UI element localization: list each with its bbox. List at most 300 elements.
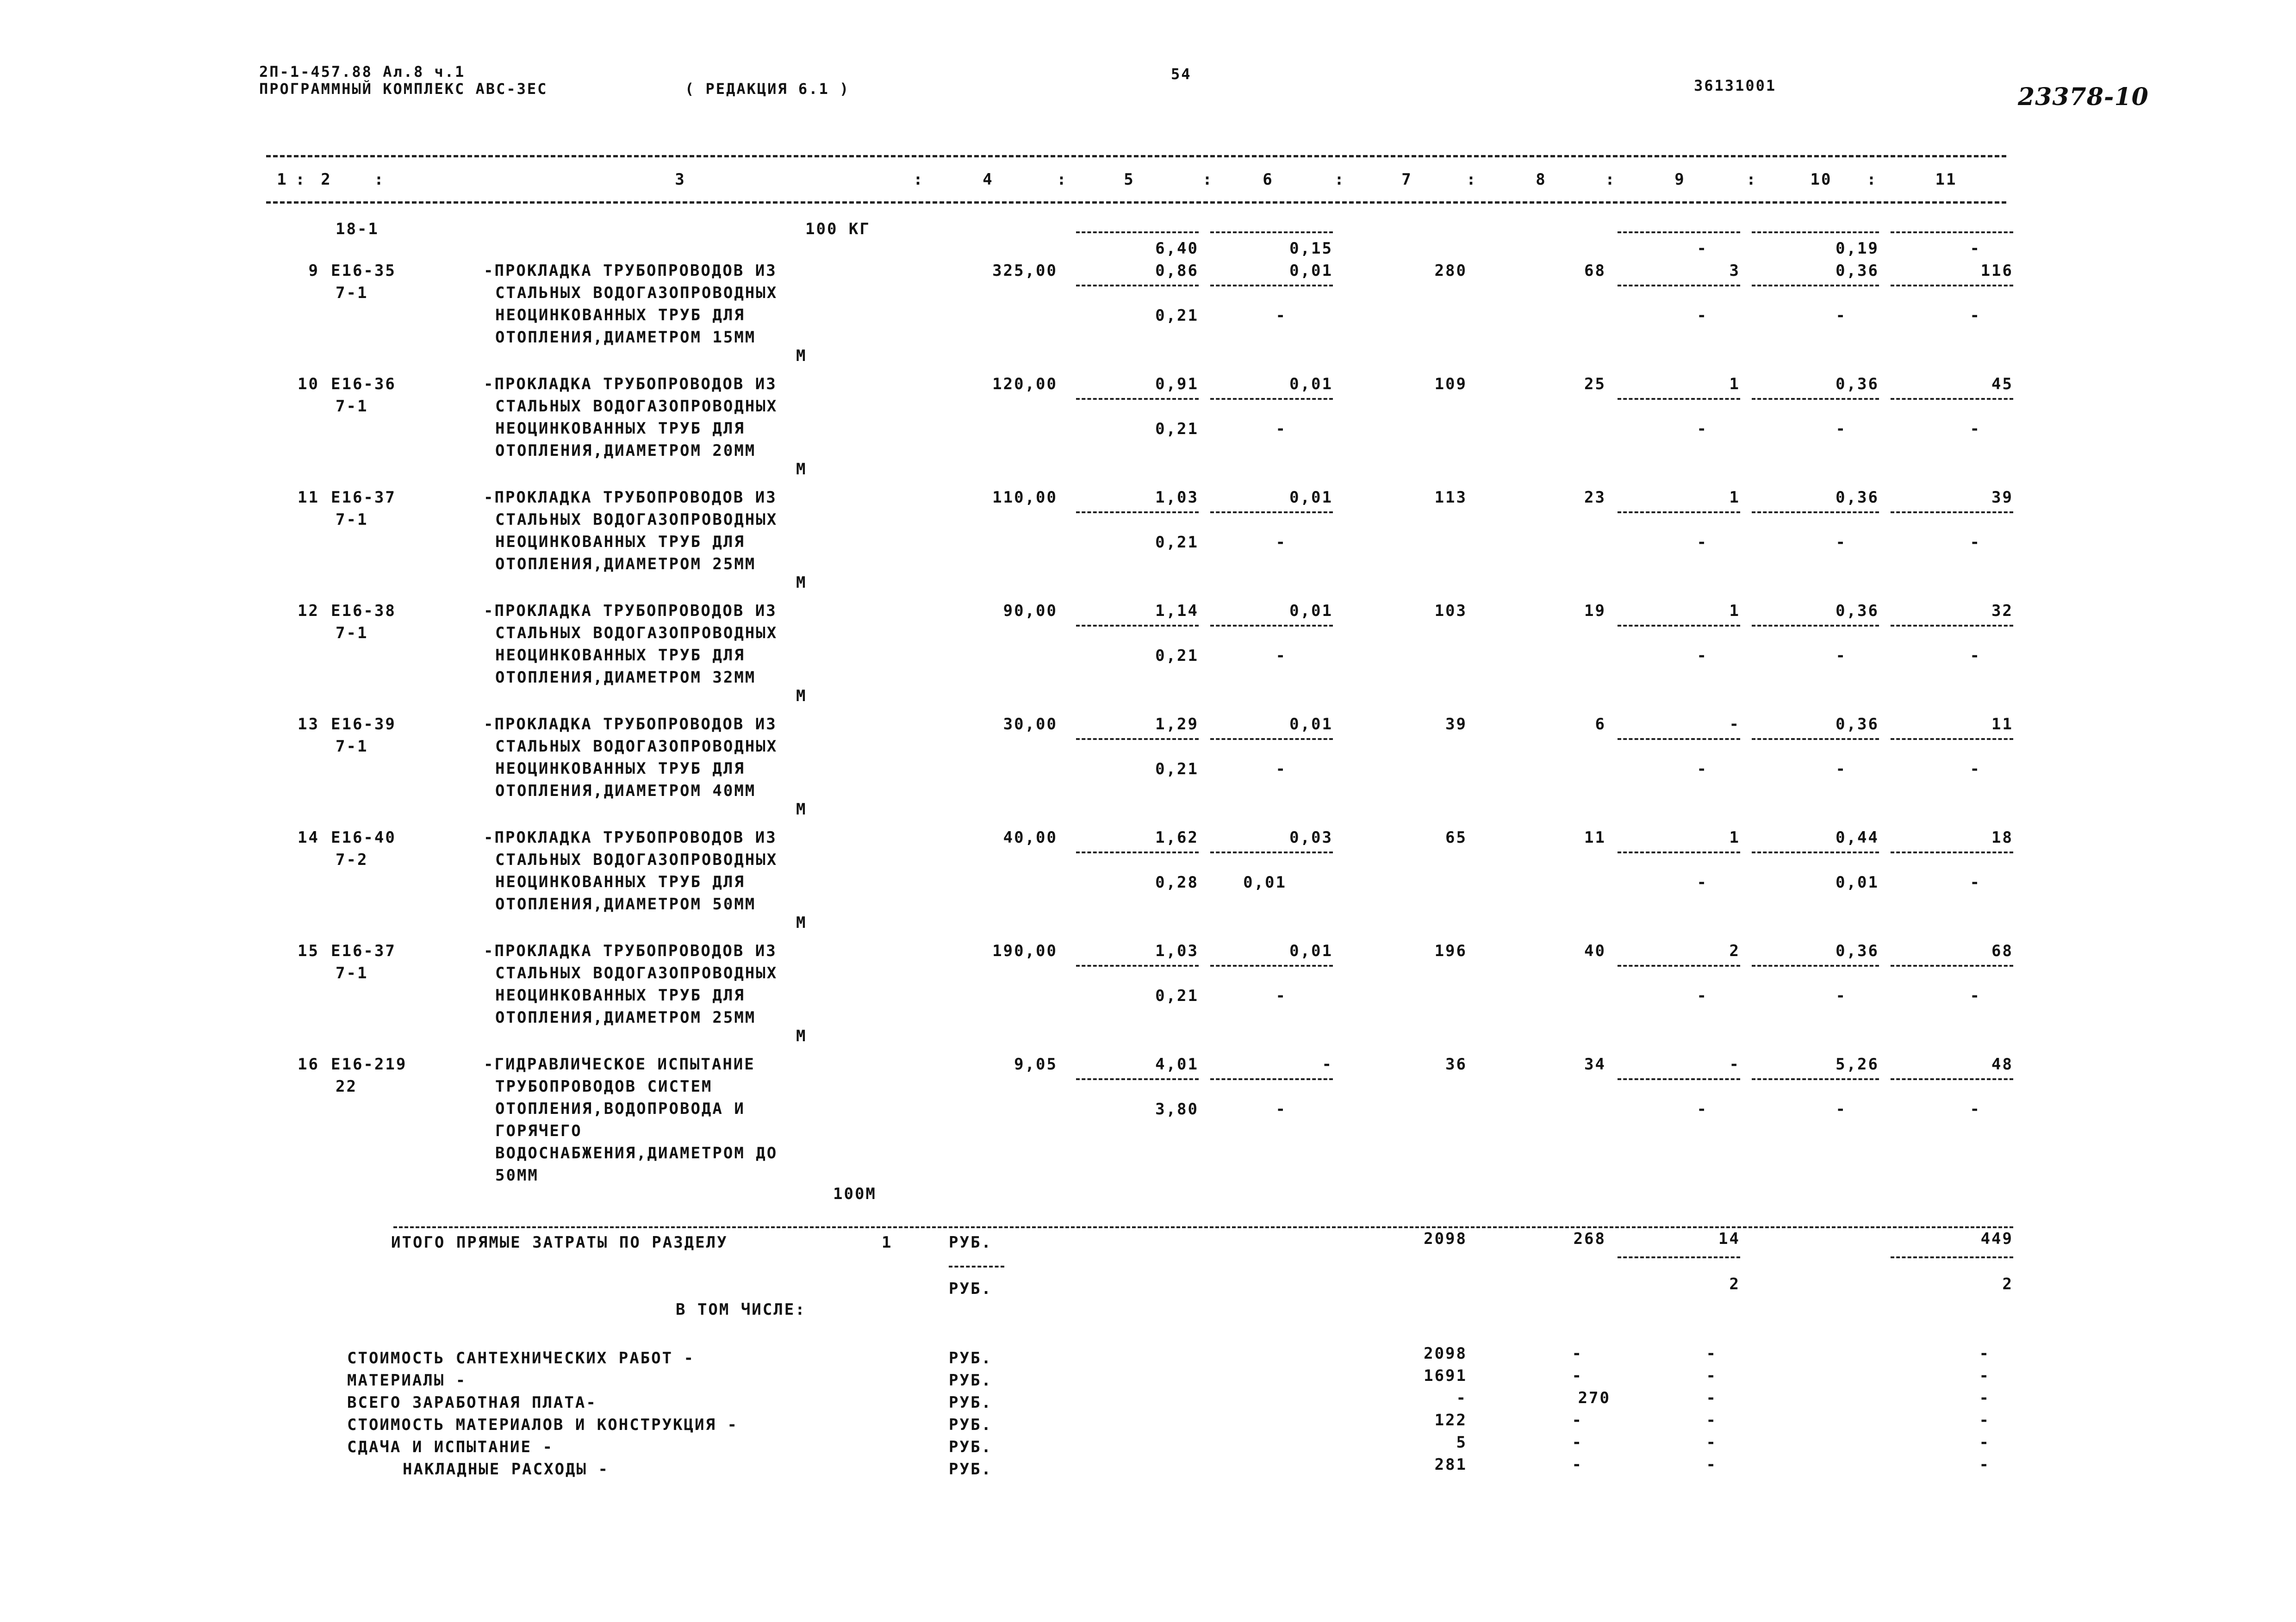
breakdown-currency: РУБ. xyxy=(949,1438,992,1456)
row-c6-sub: - xyxy=(1276,306,1287,325)
row-c6: 0,01 xyxy=(1289,715,1333,733)
row-description-line: ОТОПЛЕНИЯ,ДИАМЕТРОМ 50ММ xyxy=(495,895,756,914)
row-c10: 0,36 xyxy=(1836,715,1879,733)
row-c6-sub: - xyxy=(1276,987,1287,1005)
row-rule-c10 xyxy=(1752,625,1879,627)
row-c7: 109 xyxy=(1434,375,1467,393)
row-c5-sub: 0,21 xyxy=(1155,646,1199,665)
row-rule-c6 xyxy=(1210,625,1333,627)
row-c5-sub: 0,21 xyxy=(1155,760,1199,778)
column-header-14: 8 xyxy=(1536,170,1547,189)
carry-c11: - xyxy=(1970,239,1981,258)
breakdown-currency: РУБ. xyxy=(949,1416,992,1434)
row-description-line: СТАЛЬНЫХ ВОДОГАЗОПРОВОДНЫХ xyxy=(495,624,778,642)
row-c5: 1,03 xyxy=(1155,942,1199,960)
row-description-line: НЕОЦИНКОВАННЫХ ТРУБ ДЛЯ xyxy=(495,873,745,891)
carry-rule-c10 xyxy=(1752,231,1879,233)
row-rule-c10 xyxy=(1752,851,1879,853)
row-number: 13 xyxy=(298,715,319,733)
row-number: 16 xyxy=(298,1055,319,1074)
row-c11: 39 xyxy=(1991,488,2013,507)
row-rule-c11 xyxy=(1891,738,2013,740)
row-description-line: ОТОПЛЕНИЯ,ВОДОПРОВОДА И xyxy=(495,1100,745,1118)
row-c8: 68 xyxy=(1584,261,1606,280)
row-unit: 100М xyxy=(833,1185,877,1203)
row-c6-sub: - xyxy=(1276,646,1287,665)
row-c9-sub: - xyxy=(1697,306,1708,325)
row-c8: 11 xyxy=(1584,828,1606,847)
row-c7: 113 xyxy=(1434,488,1467,507)
row-description-line: СТАЛЬНЫХ ВОДОГАЗОПРОВОДНЫХ xyxy=(495,737,778,756)
carry-rule-c5 xyxy=(1076,231,1199,233)
row-rule-c6 xyxy=(1210,851,1333,853)
row-code: Е16-40 xyxy=(331,828,396,847)
row-c11-sub: - xyxy=(1970,1100,1981,1119)
row-c6-sub: - xyxy=(1276,533,1287,552)
row-c10: 0,36 xyxy=(1836,488,1879,507)
row-c6: 0,01 xyxy=(1289,602,1333,620)
row-c6-sub: - xyxy=(1276,760,1287,778)
breakdown-c7: 281 xyxy=(1434,1455,1467,1474)
breakdown-c8: 270 xyxy=(1578,1389,1611,1407)
breakdown-c11: - xyxy=(1979,1344,1990,1363)
column-header-19: : xyxy=(1867,170,1878,189)
row-description-line: НЕОЦИНКОВАННЫХ ТРУБ ДЛЯ xyxy=(495,646,745,665)
row-rule-c11 xyxy=(1891,625,2013,627)
row-c8: 23 xyxy=(1584,488,1606,507)
row-c9-sub: - xyxy=(1697,420,1708,438)
row-number: 14 xyxy=(298,828,319,847)
row-description-line: СТАЛЬНЫХ ВОДОГАЗОПРОВОДНЫХ xyxy=(495,284,778,302)
row-c11-sub: - xyxy=(1970,873,1981,892)
row-c6: - xyxy=(1322,1055,1333,1074)
row-c8: 19 xyxy=(1584,602,1606,620)
row-c9: 1 xyxy=(1729,602,1740,620)
row-c11: 116 xyxy=(1980,261,2013,280)
row-c7: 39 xyxy=(1445,715,1467,733)
row-c5: 1,62 xyxy=(1155,828,1199,847)
row-c11-sub: - xyxy=(1970,533,1981,552)
row-rule-c11 xyxy=(1891,1078,2013,1080)
row-c9: 3 xyxy=(1729,261,1740,280)
row-c9-sub: - xyxy=(1697,987,1708,1005)
row-c6-sub: - xyxy=(1276,1100,1287,1119)
row-unit: М xyxy=(796,914,807,932)
row-rule-c11 xyxy=(1891,285,2013,286)
breakdown-c8: - xyxy=(1572,1367,1583,1385)
row-description-line: НЕОЦИНКОВАННЫХ ТРУБ ДЛЯ xyxy=(495,306,745,324)
column-header-17: : xyxy=(1746,170,1757,189)
carry-rule-c9 xyxy=(1618,231,1740,233)
row-c5: 0,86 xyxy=(1155,261,1199,280)
row-rule-c10 xyxy=(1752,398,1879,400)
row-unit: М xyxy=(796,1027,807,1045)
row-description-line: -ПРОКЛАДКА ТРУБОПРОВОДОВ ИЗ xyxy=(484,715,777,733)
row-c11-sub: - xyxy=(1970,987,1981,1005)
row-quantity: 120,00 xyxy=(992,375,1058,393)
row-c5: 1,29 xyxy=(1155,715,1199,733)
row-subcode: 7-2 xyxy=(336,851,368,869)
row-rule-c9 xyxy=(1618,851,1740,853)
row-c8: 34 xyxy=(1584,1055,1606,1074)
doc-number: 36131001 xyxy=(1694,77,1777,94)
breakdown-c8: - xyxy=(1572,1344,1583,1363)
breakdown-label: СТОИМОСТЬ САНТЕХНИЧЕСКИХ РАБОТ - xyxy=(347,1349,695,1367)
breakdown-label: НАКЛАДНЫЕ РАСХОДЫ - xyxy=(403,1460,609,1479)
row-c10-sub: - xyxy=(1836,420,1847,438)
row-c7: 280 xyxy=(1434,261,1467,280)
row-description-line: ОТОПЛЕНИЯ,ДИАМЕТРОМ 25ММ xyxy=(495,555,756,573)
row-c10-sub: - xyxy=(1836,306,1847,325)
row-rule-c9 xyxy=(1618,965,1740,967)
edition: ( РЕДАКЦИЯ 6.1 ) xyxy=(685,80,850,98)
row-subcode: 7-1 xyxy=(336,964,368,982)
row-c8: 40 xyxy=(1584,942,1606,960)
row-c6: 0,01 xyxy=(1289,942,1333,960)
row-c9-sub: - xyxy=(1697,760,1708,778)
row-rule-c6 xyxy=(1210,1078,1333,1080)
row-description-line: ВОДОСНАБЖЕНИЯ,ДИАМЕТРОМ ДО xyxy=(495,1144,778,1162)
breakdown-label: МАТЕРИАЛЫ - xyxy=(347,1371,467,1390)
breakdown-label: ВСЕГО ЗАРАБОТНАЯ ПЛАТА- xyxy=(347,1393,597,1412)
breakdown-c8: - xyxy=(1572,1455,1583,1474)
row-c9: 1 xyxy=(1729,828,1740,847)
row-rule-c9 xyxy=(1618,285,1740,286)
breakdown-c9: - xyxy=(1706,1433,1717,1452)
row-subcode: 22 xyxy=(336,1077,357,1096)
total-c11: 449 xyxy=(1980,1230,2013,1248)
row-c6-sub: - xyxy=(1276,420,1287,438)
row-c9-sub: - xyxy=(1697,646,1708,665)
row-description-line: СТАЛЬНЫХ ВОДОГАЗОПРОВОДНЫХ xyxy=(495,851,778,869)
column-header-12: 7 xyxy=(1401,170,1412,189)
row-c7: 65 xyxy=(1445,828,1467,847)
row-subcode: 7-1 xyxy=(336,737,368,756)
column-header-5: : xyxy=(913,170,924,189)
row-c10-sub: - xyxy=(1836,1100,1847,1119)
row-code: Е16-38 xyxy=(331,602,396,620)
row-c5-sub: 0,21 xyxy=(1155,533,1199,552)
row-rule-c10 xyxy=(1752,738,1879,740)
row-c5-sub: 0,28 xyxy=(1155,873,1199,892)
total-rule xyxy=(393,1226,2013,1228)
row-description-line: НЕОЦИНКОВАННЫХ ТРУБ ДЛЯ xyxy=(495,986,745,1005)
total-c8: 268 xyxy=(1573,1230,1606,1248)
carry-c6: 0,15 xyxy=(1289,239,1333,258)
row-rule-c6 xyxy=(1210,398,1333,400)
row-description-line: -ПРОКЛАДКА ТРУБОПРОВОДОВ ИЗ xyxy=(484,488,777,507)
row-code: Е16-39 xyxy=(331,715,396,733)
row-description-line: 50ММ xyxy=(495,1166,539,1185)
row-code: Е16-219 xyxy=(331,1055,407,1074)
row-c10-sub: - xyxy=(1836,760,1847,778)
row-subcode: 7-1 xyxy=(336,284,368,302)
row-c11: 32 xyxy=(1991,602,2013,620)
row-rule-c10 xyxy=(1752,1078,1879,1080)
breakdown-c8: - xyxy=(1572,1411,1583,1429)
row-c9: 1 xyxy=(1729,488,1740,507)
row-unit: М xyxy=(796,687,807,705)
total-currency: РУБ. xyxy=(949,1233,992,1252)
row-description-line: СТАЛЬНЫХ ВОДОГАЗОПРОВОДНЫХ xyxy=(495,397,778,416)
row-quantity: 110,00 xyxy=(992,488,1058,507)
row-description-line: -ПРОКЛАДКА ТРУБОПРОВОДОВ ИЗ xyxy=(484,828,777,847)
row-quantity: 30,00 xyxy=(1003,715,1058,733)
row-c10-sub: - xyxy=(1836,987,1847,1005)
row-c6-sub: 0,01 xyxy=(1243,873,1287,892)
column-header-13: : xyxy=(1466,170,1477,189)
row-c5-sub: 0,21 xyxy=(1155,987,1199,1005)
row-c7: 36 xyxy=(1445,1055,1467,1074)
row-c10-sub: 0,01 xyxy=(1836,873,1879,892)
row-rule-c9 xyxy=(1618,738,1740,740)
row-c5: 1,03 xyxy=(1155,488,1199,507)
breakdown-c9: - xyxy=(1706,1455,1717,1474)
column-header-20: 11 xyxy=(1935,170,1957,189)
row-code: Е16-36 xyxy=(331,375,396,393)
row-code: Е16-35 xyxy=(331,261,396,280)
row-rule-c5 xyxy=(1076,1078,1199,1080)
row-code: Е16-37 xyxy=(331,488,396,507)
row-rule-c6 xyxy=(1210,511,1333,513)
row-description-line: НЕОЦИНКОВАННЫХ ТРУБ ДЛЯ xyxy=(495,533,745,551)
row-quantity: 190,00 xyxy=(992,942,1058,960)
column-header-10: 6 xyxy=(1263,170,1274,189)
row-unit: М xyxy=(796,460,807,479)
total-c11-sub: 2 xyxy=(2002,1275,2013,1293)
row-rule-c11 xyxy=(1891,511,2013,513)
row-c10: 0,36 xyxy=(1836,261,1879,280)
row-rule-c5 xyxy=(1076,625,1199,627)
breakdown-c11: - xyxy=(1979,1411,1990,1429)
breakdown-c8: - xyxy=(1572,1433,1583,1452)
row-c9-sub: - xyxy=(1697,873,1708,892)
row-description-line: СТАЛЬНЫХ ВОДОГАЗОПРОВОДНЫХ xyxy=(495,510,778,529)
breakdown-currency: РУБ. xyxy=(949,1349,992,1367)
row-description-line: ТРУБОПРОВОДОВ СИСТЕМ xyxy=(495,1077,713,1096)
total-label: ИТОГО ПРЯМЫЕ ЗАТРАТЫ ПО РАЗДЕЛУ xyxy=(391,1233,728,1252)
row-quantity: 90,00 xyxy=(1003,602,1058,620)
breakdown-c9: - xyxy=(1706,1411,1717,1429)
row-c10-sub: - xyxy=(1836,646,1847,665)
total-currency-rule xyxy=(949,1266,1004,1268)
row-c7: 103 xyxy=(1434,602,1467,620)
row-description-line: ОТОПЛЕНИЯ,ДИАМЕТРОМ 15ММ xyxy=(495,328,756,347)
total-c9: 14 xyxy=(1718,1230,1740,1248)
row-c11-sub: - xyxy=(1970,646,1981,665)
row-c11: 18 xyxy=(1991,828,2013,847)
row-description-line: ОТОПЛЕНИЯ,ДИАМЕТРОМ 20ММ xyxy=(495,441,756,460)
column-header-7: : xyxy=(1057,170,1068,189)
row-c11: 11 xyxy=(1991,715,2013,733)
row-number: 11 xyxy=(298,488,319,507)
breakdown-c11: - xyxy=(1979,1389,1990,1407)
row-rule-c5 xyxy=(1076,965,1199,967)
breakdown-currency: РУБ. xyxy=(949,1371,992,1390)
row-c6: 0,03 xyxy=(1289,828,1333,847)
row-rule-c11 xyxy=(1891,851,2013,853)
row-quantity: 325,00 xyxy=(992,261,1058,280)
carry-rule-c11 xyxy=(1891,231,2013,233)
row-description-line: СТАЛЬНЫХ ВОДОГАЗОПРОВОДНЫХ xyxy=(495,964,778,982)
table-header-rule xyxy=(266,201,2006,204)
row-c6: 0,01 xyxy=(1289,375,1333,393)
column-header-3: : xyxy=(374,170,385,189)
column-header-1: : xyxy=(295,170,306,189)
row-rule-c5 xyxy=(1076,398,1199,400)
column-header-9: : xyxy=(1202,170,1213,189)
breakdown-label: СДАЧА И ИСПЫТАНИЕ - xyxy=(347,1438,554,1456)
row-description-line: ГОРЯЧЕГО xyxy=(495,1122,582,1140)
row-c8: 25 xyxy=(1584,375,1606,393)
row-c11: 48 xyxy=(1991,1055,2013,1074)
row-rule-c11 xyxy=(1891,965,2013,967)
row-unit: М xyxy=(796,800,807,819)
including-label: В ТОМ ЧИСЛЕ: xyxy=(676,1300,806,1319)
row-description-line: -ПРОКЛАДКА ТРУБОПРОВОДОВ ИЗ xyxy=(484,261,777,280)
row-c9-sub: - xyxy=(1697,1100,1708,1119)
column-header-6: 4 xyxy=(983,170,994,189)
row-c11-sub: - xyxy=(1970,760,1981,778)
row-rule-c6 xyxy=(1210,285,1333,286)
carry-c9: - xyxy=(1697,239,1708,258)
row-c8: 6 xyxy=(1595,715,1606,733)
row-number: 15 xyxy=(298,942,319,960)
doc-code: 2П-1-457.88 Ал.8 ч.1 xyxy=(259,63,466,81)
row-c11: 45 xyxy=(1991,375,2013,393)
row-description-line: ОТОПЛЕНИЯ,ДИАМЕТРОМ 40ММ xyxy=(495,782,756,800)
total-rule-c11 xyxy=(1891,1256,2013,1258)
row-c5: 0,91 xyxy=(1155,375,1199,393)
breakdown-c9: - xyxy=(1706,1389,1717,1407)
breakdown-c11: - xyxy=(1979,1367,1990,1385)
breakdown-c11: - xyxy=(1979,1433,1990,1452)
breakdown-c9: - xyxy=(1706,1367,1717,1385)
column-header-16: 9 xyxy=(1674,170,1686,189)
column-header-2: 2 xyxy=(321,170,332,189)
row-subcode: 7-1 xyxy=(336,624,368,642)
row-c7: 196 xyxy=(1434,942,1467,960)
row-subcode: 7-1 xyxy=(336,510,368,529)
column-header-8: 5 xyxy=(1124,170,1135,189)
row-c5: 1,14 xyxy=(1155,602,1199,620)
row-c10: 5,26 xyxy=(1836,1055,1879,1074)
breakdown-c7: 1691 xyxy=(1424,1367,1467,1385)
page-number: 54 xyxy=(1171,65,1192,83)
row-c10: 0,36 xyxy=(1836,942,1879,960)
row-rule-c6 xyxy=(1210,965,1333,967)
row-rule-c9 xyxy=(1618,511,1740,513)
row-description-line: -ГИДРАВЛИЧЕСКОЕ ИСПЫТАНИЕ xyxy=(484,1055,755,1074)
breakdown-currency: РУБ. xyxy=(949,1460,992,1479)
row-c11-sub: - xyxy=(1970,420,1981,438)
row-c6: 0,01 xyxy=(1289,488,1333,507)
row-rule-c6 xyxy=(1210,738,1333,740)
row-rule-c10 xyxy=(1752,965,1879,967)
row-quantity: 9,05 xyxy=(1014,1055,1058,1074)
row-code: Е16-37 xyxy=(331,942,396,960)
column-header-4: 3 xyxy=(675,170,686,189)
row-description-line: ОТОПЛЕНИЯ,ДИАМЕТРОМ 25ММ xyxy=(495,1008,756,1027)
row-c9-sub: - xyxy=(1697,533,1708,552)
row-number: 12 xyxy=(298,602,319,620)
breakdown-c9: - xyxy=(1706,1344,1717,1363)
row-c5-sub: 3,80 xyxy=(1155,1100,1199,1119)
row-c9: 2 xyxy=(1729,942,1740,960)
row-c10: 0,44 xyxy=(1836,828,1879,847)
table-top-rule xyxy=(266,155,2006,157)
row-description-line: -ПРОКЛАДКА ТРУБОПРОВОДОВ ИЗ xyxy=(484,942,777,960)
row-rule-c10 xyxy=(1752,511,1879,513)
row-c6: 0,01 xyxy=(1289,261,1333,280)
row-c9: 1 xyxy=(1729,375,1740,393)
row-c11-sub: - xyxy=(1970,306,1981,325)
column-header-0: 1 xyxy=(277,170,288,189)
breakdown-currency: РУБ. xyxy=(949,1393,992,1412)
row-unit: М xyxy=(796,573,807,592)
row-c5-sub: 0,21 xyxy=(1155,306,1199,325)
row-c10-sub: - xyxy=(1836,533,1847,552)
carry-unit: 100 КГ xyxy=(805,220,871,238)
breakdown-label: СТОИМОСТЬ МАТЕРИАЛОВ И КОНСТРУКЦИЯ - xyxy=(347,1416,738,1434)
carry-rule-c6 xyxy=(1210,231,1333,233)
row-rule-c10 xyxy=(1752,285,1879,286)
row-rule-c5 xyxy=(1076,511,1199,513)
row-rule-c9 xyxy=(1618,1078,1740,1080)
row-number: 10 xyxy=(298,375,319,393)
breakdown-c7: 122 xyxy=(1434,1411,1467,1429)
row-unit: М xyxy=(796,347,807,365)
row-rule-c11 xyxy=(1891,398,2013,400)
program-name: ПРОГРАММНЫЙ КОМПЛЕКС АВС-3ЕС xyxy=(259,80,548,98)
total-c7: 2098 xyxy=(1424,1230,1467,1248)
row-rule-c5 xyxy=(1076,851,1199,853)
column-header-11: : xyxy=(1334,170,1345,189)
row-description-line: НЕОЦИНКОВАННЫХ ТРУБ ДЛЯ xyxy=(495,419,745,438)
total-c9-sub: 2 xyxy=(1729,1275,1740,1293)
total-section: 1 xyxy=(882,1233,893,1252)
row-rule-c9 xyxy=(1618,398,1740,400)
breakdown-c7: 2098 xyxy=(1424,1344,1467,1363)
breakdown-c7: - xyxy=(1456,1389,1467,1407)
row-description-line: -ПРОКЛАДКА ТРУБОПРОВОДОВ ИЗ xyxy=(484,375,777,393)
row-rule-c9 xyxy=(1618,625,1740,627)
row-description-line: -ПРОКЛАДКА ТРУБОПРОВОДОВ ИЗ xyxy=(484,602,777,620)
breakdown-c11: - xyxy=(1979,1455,1990,1474)
row-c9: - xyxy=(1729,715,1740,733)
row-description-line: ОТОПЛЕНИЯ,ДИАМЕТРОМ 32ММ xyxy=(495,668,756,687)
row-subcode: 7-1 xyxy=(336,397,368,416)
carry-c10: 0,19 xyxy=(1836,239,1879,258)
carry-code: 18-1 xyxy=(336,220,379,238)
carry-c5: 6,40 xyxy=(1155,239,1199,258)
row-c10: 0,36 xyxy=(1836,375,1879,393)
column-header-18: 10 xyxy=(1810,170,1832,189)
column-header-15: : xyxy=(1605,170,1616,189)
row-c9: - xyxy=(1729,1055,1740,1074)
row-c10: 0,36 xyxy=(1836,602,1879,620)
row-c5-sub: 0,21 xyxy=(1155,420,1199,438)
row-description-line: НЕОЦИНКОВАННЫХ ТРУБ ДЛЯ xyxy=(495,759,745,778)
row-quantity: 40,00 xyxy=(1003,828,1058,847)
breakdown-c7: 5 xyxy=(1456,1433,1467,1452)
total-currency-2: РУБ. xyxy=(949,1280,992,1298)
row-rule-c5 xyxy=(1076,738,1199,740)
row-number: 9 xyxy=(308,261,319,280)
row-rule-c5 xyxy=(1076,285,1199,286)
total-rule-c9 xyxy=(1618,1256,1740,1258)
row-c5: 4,01 xyxy=(1155,1055,1199,1074)
